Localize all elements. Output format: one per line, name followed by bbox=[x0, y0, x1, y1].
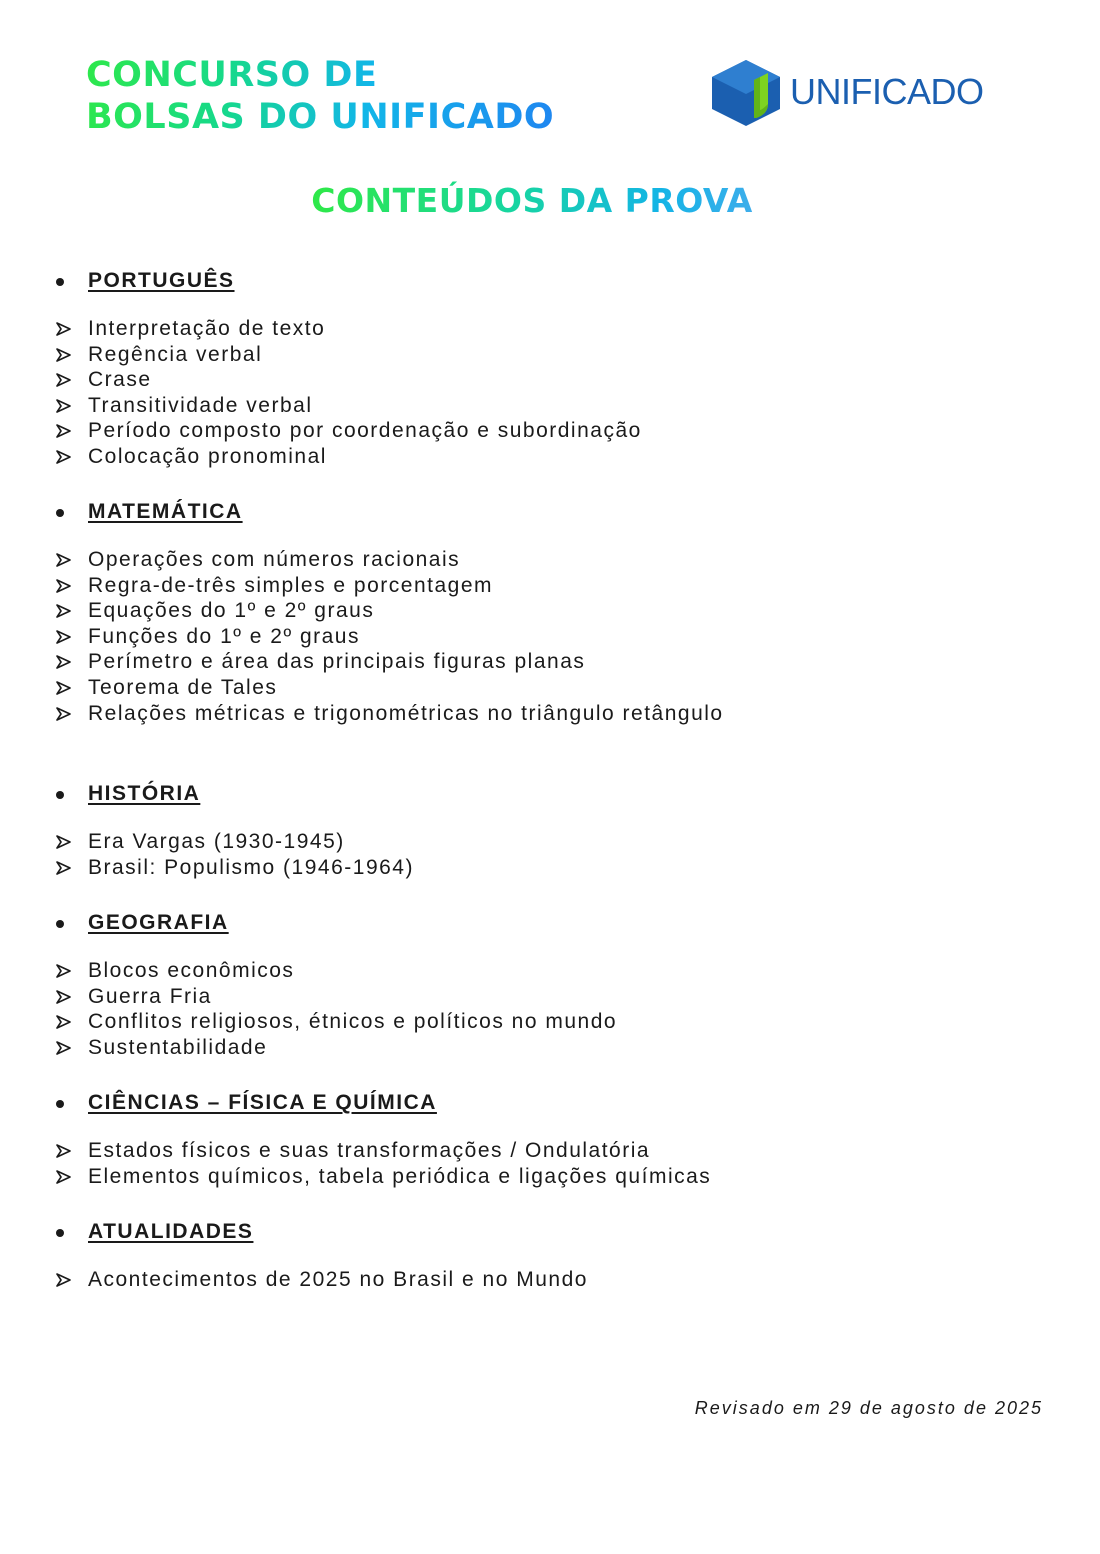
arrow-bullet-icon bbox=[56, 707, 71, 721]
arrow-bullet-icon bbox=[56, 399, 71, 413]
list-item-text: Funções do 1º e 2º graus bbox=[88, 624, 360, 648]
list-item-text: Interpretação de texto bbox=[88, 317, 326, 340]
topic-list bbox=[56, 316, 642, 470]
list-item bbox=[56, 1035, 617, 1061]
list-item bbox=[56, 598, 724, 624]
list-item bbox=[56, 675, 724, 701]
list-item bbox=[56, 958, 617, 984]
list-item-text: Relações métricas e trigonométricas no triângulo retângulo bbox=[88, 701, 724, 725]
section-title-text: MATEMÁTICA bbox=[88, 500, 243, 523]
section-title bbox=[56, 266, 235, 296]
list-item-text: Conflitos religiosos, étnicos e políticos no mundo bbox=[88, 1010, 618, 1034]
list-item bbox=[56, 1267, 588, 1293]
arrow-bullet-icon bbox=[56, 424, 71, 438]
topic-list bbox=[56, 1267, 588, 1293]
arrow-bullet-icon bbox=[56, 1170, 71, 1184]
list-item-text: Colocação pronominal bbox=[88, 444, 327, 468]
list-item bbox=[56, 1009, 617, 1035]
list-item bbox=[56, 418, 642, 444]
list-item-text: Equações do 1º e 2º graus bbox=[88, 599, 375, 623]
list-item bbox=[56, 367, 642, 393]
list-item-text: Teorema de Tales bbox=[88, 675, 278, 699]
list-item bbox=[56, 984, 617, 1010]
list-item bbox=[56, 547, 724, 573]
list-item bbox=[56, 1138, 711, 1164]
section-title bbox=[56, 1217, 254, 1247]
arrow-bullet-icon bbox=[56, 990, 71, 1004]
arrow-bullet-icon bbox=[56, 1273, 71, 1287]
main-heading: CONTEÚDOS DA PROVA bbox=[0, 180, 1064, 222]
list-item-text: Acontecimentos de 2025 no Brasil e no Mundo bbox=[88, 1268, 588, 1291]
arrow-bullet-icon bbox=[56, 835, 71, 849]
list-item bbox=[56, 1164, 711, 1190]
bullet-dot-icon bbox=[56, 1100, 64, 1108]
section-title-text: HISTÓRIA bbox=[88, 782, 201, 805]
list-item bbox=[56, 829, 414, 855]
arrow-bullet-icon bbox=[56, 964, 71, 978]
list-item-text: Guerra Fria bbox=[88, 984, 212, 1008]
arrow-bullet-icon bbox=[56, 655, 71, 669]
arrow-bullet-icon bbox=[56, 348, 71, 362]
list-item bbox=[56, 649, 724, 675]
section-title-text: GEOGRAFIA bbox=[88, 911, 229, 934]
section-title bbox=[56, 908, 229, 938]
topic-list bbox=[56, 547, 724, 726]
arrow-bullet-icon bbox=[56, 322, 71, 336]
list-item bbox=[56, 701, 724, 727]
list-item bbox=[56, 342, 642, 368]
section-title bbox=[56, 779, 201, 809]
list-item-text: Transitividade verbal bbox=[88, 393, 313, 417]
logo-wordmark: UNIFICADO bbox=[790, 71, 984, 112]
unificado-logo bbox=[710, 58, 1020, 128]
contest-title bbox=[86, 54, 554, 138]
list-item-text: Perímetro e área das principais figuras planas bbox=[88, 650, 586, 674]
arrow-bullet-icon bbox=[56, 604, 71, 618]
topic-list bbox=[56, 958, 617, 1060]
bullet-dot-icon bbox=[56, 509, 64, 517]
list-item-text: Período composto por coordenação e subordinação bbox=[88, 419, 642, 443]
revision-note: Revisado em 29 de agosto de 2025 bbox=[694, 1398, 1043, 1418]
arrow-bullet-icon bbox=[56, 630, 71, 644]
list-item-text: Crase bbox=[88, 368, 152, 392]
list-item-text: Elementos químicos, tabela periódica e ligações químicas bbox=[88, 1164, 712, 1188]
bullet-dot-icon bbox=[56, 920, 64, 928]
topic-list bbox=[56, 1138, 711, 1189]
arrow-bullet-icon bbox=[56, 553, 71, 567]
list-item bbox=[56, 316, 642, 342]
topic-list bbox=[56, 829, 414, 880]
list-item-text: Blocos econômicos bbox=[88, 959, 295, 982]
bullet-dot-icon bbox=[56, 791, 64, 799]
arrow-bullet-icon bbox=[56, 579, 71, 593]
list-item-text: Sustentabilidade bbox=[88, 1035, 268, 1059]
section-title-text: PORTUGUÊS bbox=[88, 269, 235, 292]
list-item-text: Regência verbal bbox=[88, 342, 263, 366]
list-item bbox=[56, 393, 642, 419]
list-item bbox=[56, 444, 642, 470]
arrow-bullet-icon bbox=[56, 373, 71, 387]
list-item bbox=[56, 855, 414, 881]
section-title bbox=[56, 497, 243, 527]
arrow-bullet-icon bbox=[56, 861, 71, 875]
contest-title-line-1: CONCURSO DE bbox=[86, 55, 378, 95]
list-item-text: Regra-de-três simples e porcentagem bbox=[88, 573, 493, 597]
section-title-text: CIÊNCIAS – FÍSICA E QUÍMICA bbox=[88, 1091, 437, 1114]
section-title bbox=[56, 1088, 437, 1118]
contest-title-line-2: BOLSAS DO UNIFICADO bbox=[86, 97, 555, 137]
list-item bbox=[56, 624, 724, 650]
arrow-bullet-icon bbox=[56, 1041, 71, 1055]
arrow-bullet-icon bbox=[56, 681, 71, 695]
hexagon-logo-icon bbox=[710, 58, 782, 128]
list-item-text: Era Vargas (1930-1945) bbox=[88, 830, 345, 853]
arrow-bullet-icon bbox=[56, 1144, 71, 1158]
bullet-dot-icon bbox=[56, 278, 64, 286]
bullet-dot-icon bbox=[56, 1229, 64, 1237]
section-title-text: ATUALIDADES bbox=[88, 1220, 254, 1243]
arrow-bullet-icon bbox=[56, 450, 71, 464]
list-item-text: Brasil: Populismo (1946-1964) bbox=[88, 855, 414, 879]
list-item bbox=[56, 573, 724, 599]
list-item-text: Operações com números racionais bbox=[88, 548, 461, 571]
list-item-text: Estados físicos e suas transformações / Ondulatória bbox=[88, 1139, 651, 1162]
arrow-bullet-icon bbox=[56, 1015, 71, 1029]
